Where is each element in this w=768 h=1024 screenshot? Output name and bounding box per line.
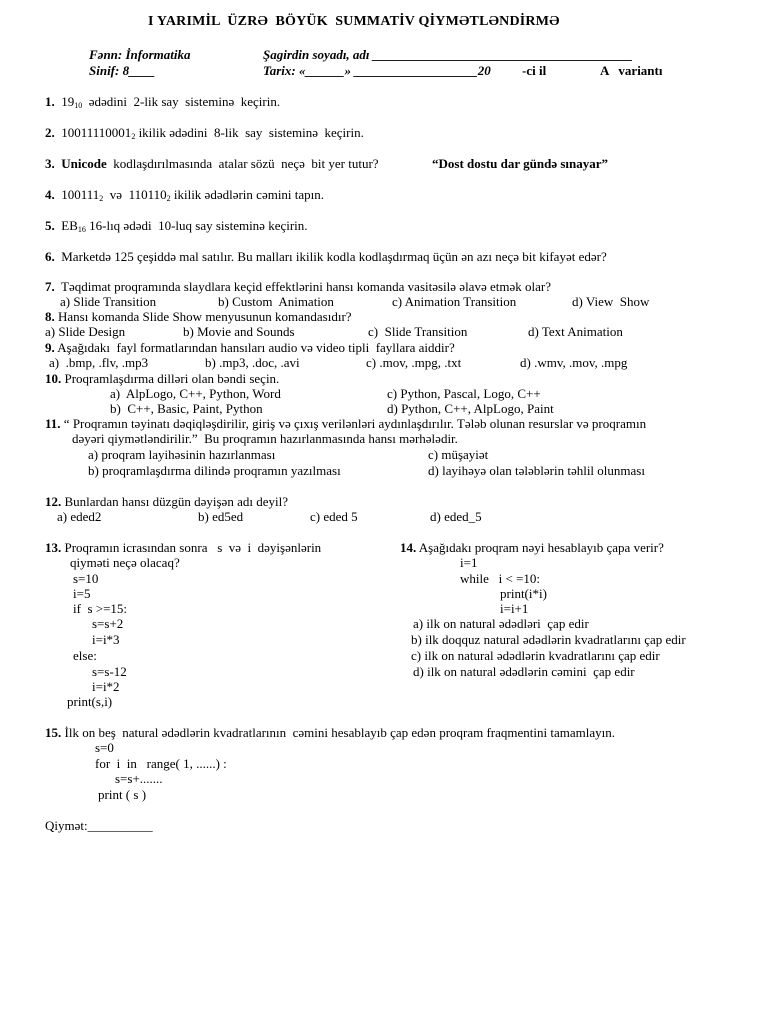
q14-option-a: a) ilk on natural ədədləri çap edir [413, 616, 589, 631]
question-4: 4. $100111_2$ və $110110_2$ ikilik ədədlərin cəmini tapın. [45, 187, 325, 203]
question-11-line2: dəyəri qiymətləndirilir.” Bu proqramın hazırlanmasında hansı mərhələdir. [72, 431, 458, 446]
q13-code-line: i=i*3 [92, 632, 120, 647]
q12-option-d: d) eded_5 [430, 509, 482, 524]
q15-code-line: print ( s ) [98, 787, 147, 802]
question-11: 11. “ Proqramın təyinatı dəqiqləşdirilir, giriş və çıxış verilənləri aydınlaşdırılır. Tələb olunan resurslar və proqramın [45, 416, 647, 431]
q10-option-a: a) AlpLogo, C++, Python, Word [110, 386, 281, 401]
q13-code-line: s=10 [73, 571, 99, 586]
q12-option-a: a) eded2 [57, 509, 102, 524]
question-7: 7. Təqdimat proqramında slaydlara keçid effektlərini hansı komanda vasitəsilə əlavə etmək olar? [45, 279, 551, 294]
q7-option-c: c) Animation Transition [392, 294, 517, 309]
q11-option-c: c) müşayiət [428, 447, 489, 462]
q15-code-line: for i in range( 1, ......) : [95, 756, 227, 771]
question-8: 8. Hansı komanda Slide Show menyusunun komandasıdır? [45, 309, 352, 324]
q15-code-line: s=0 [95, 740, 114, 755]
question-6: 6. Marketdə 125 çeşiddə mal satılır. Bu malları ikilik kodla kodlaşdırmaq üçün ən azı neçə bit kifayət edər? [45, 249, 607, 264]
q14-option-d: d) ilk on natural ədədlərin cəmini çap edir [413, 664, 635, 679]
question-15: 15. İlk on beş natural ədədlərin kvadratlarının cəmini hesablayıb çap edən proqram fraqmentini tamamlayın. [45, 725, 615, 740]
question-2: 2. $10011110001_2$ ikilik ədədini 8-lik say sisteminə keçirin. [45, 125, 364, 141]
q9-option-a: a) .bmp, .flv, .mp3 [49, 355, 149, 370]
question-5: 5. $EB_{16}$ 16-lıq ədədi 10-luq say sisteminə keçirin. [45, 218, 308, 234]
q12-option-b: b) ed5ed [198, 509, 244, 524]
q7-option-d: d) View Show [572, 294, 650, 309]
q15-code-line: s=s+....... [115, 771, 163, 786]
q9-option-b: b) .mp3, .doc, .avi [205, 355, 300, 370]
q13-code-line: print(s,i) [67, 694, 113, 709]
question-14: 14. Aşağıdakı proqram nəyi hesablayıb çapa verir? [400, 540, 664, 555]
question-13: 13. Proqramın icrasından sonra s və i dəyişənlərin [45, 540, 322, 555]
date-field: Tarix: «______» ___________________20 [263, 63, 491, 78]
question-12: 12. Bunlardan hansı düzgün dəyişən adı deyil? [45, 494, 288, 509]
q14-option-c: c) ilk on natural ədədlərin kvadratlarını çap edir [411, 648, 660, 663]
question-9: 9. Aşağıdakı fayl formatlarından hansıları audio və video tipli fayllara aiddir? [45, 340, 455, 355]
q8-option-d: d) Text Animation [528, 324, 623, 339]
variant-label: A variantı [600, 63, 663, 78]
q11-option-d: d) layihəyə olan tələblərin təhlil olunması [428, 463, 645, 478]
q7-option-b: b) Custom Animation [218, 294, 334, 309]
q11-option-b: b) proqramlaşdırma dilində proqramın yazılması [88, 463, 341, 478]
q10-option-b: b) C++, Basic, Paint, Python [110, 401, 263, 416]
q7-option-a: a) Slide Transition [60, 294, 157, 309]
q13-code-line: else: [73, 648, 97, 663]
q14-code-line: while i < =10: [460, 571, 541, 586]
q11-option-a: a) proqram layihəsinin hazırlanması [88, 447, 276, 462]
q9-option-d: d) .wmv, .mov, .mpg [520, 355, 628, 370]
student-name-field: Şagirdin soyadı, adı ________________________________________ [263, 47, 633, 62]
question-3: 3. Unicode kodlaşdırılmasında atalar sözü neçə bit yer tutur? [45, 156, 379, 171]
q9-option-c: c) .mov, .mpg, .txt [366, 355, 462, 370]
q14-option-b: b) ilk doqquz natural ədədlərin kvadratlarını çap edir [411, 632, 686, 647]
q13-code-line: i=5 [73, 586, 91, 601]
q13-code-line: i=i*2 [92, 679, 120, 694]
q10-option-c: c) Python, Pascal, Logo, C++ [387, 386, 541, 401]
subject-label: Fənn: İnformatika [89, 47, 191, 62]
grade-field: Sinif: 8____ [89, 63, 156, 78]
proverb-quote: “Dost dostu dar gündə sınayar” [432, 156, 609, 171]
q14-code-line: print(i*i) [500, 586, 547, 601]
q14-code-line: i=i+1 [500, 601, 529, 616]
q10-option-d: d) Python, C++, AlpLogo, Paint [387, 401, 554, 416]
q8-option-a: a) Slide Design [45, 324, 126, 339]
q13-code-line: s=s+2 [92, 616, 124, 631]
q14-code-line: i=1 [460, 555, 478, 570]
question-13-line2: qiyməti neçə olacaq? [70, 555, 180, 570]
q8-option-b: b) Movie and Sounds [183, 324, 295, 339]
q13-code-line: if s >=15: [73, 601, 128, 616]
q13-code-line: s=s-12 [92, 664, 127, 679]
question-1: 1. $19_{10}$ ədədini 2-lik say sisteminə keçirin. [45, 94, 281, 110]
question-10: 10. Proqramlaşdırma dilləri olan bəndi seçin. [45, 371, 280, 386]
year-suffix: -ci il [522, 63, 547, 78]
q8-option-c: c) Slide Transition [368, 324, 468, 339]
q12-option-c: c) eded 5 [310, 509, 358, 524]
score-field: Qiymət:__________ [45, 818, 153, 833]
page-title: I YARIMİL ÜZRƏ BÖYÜK SUMMATİV QİYMƏTLƏNDİRMƏ [148, 14, 560, 29]
